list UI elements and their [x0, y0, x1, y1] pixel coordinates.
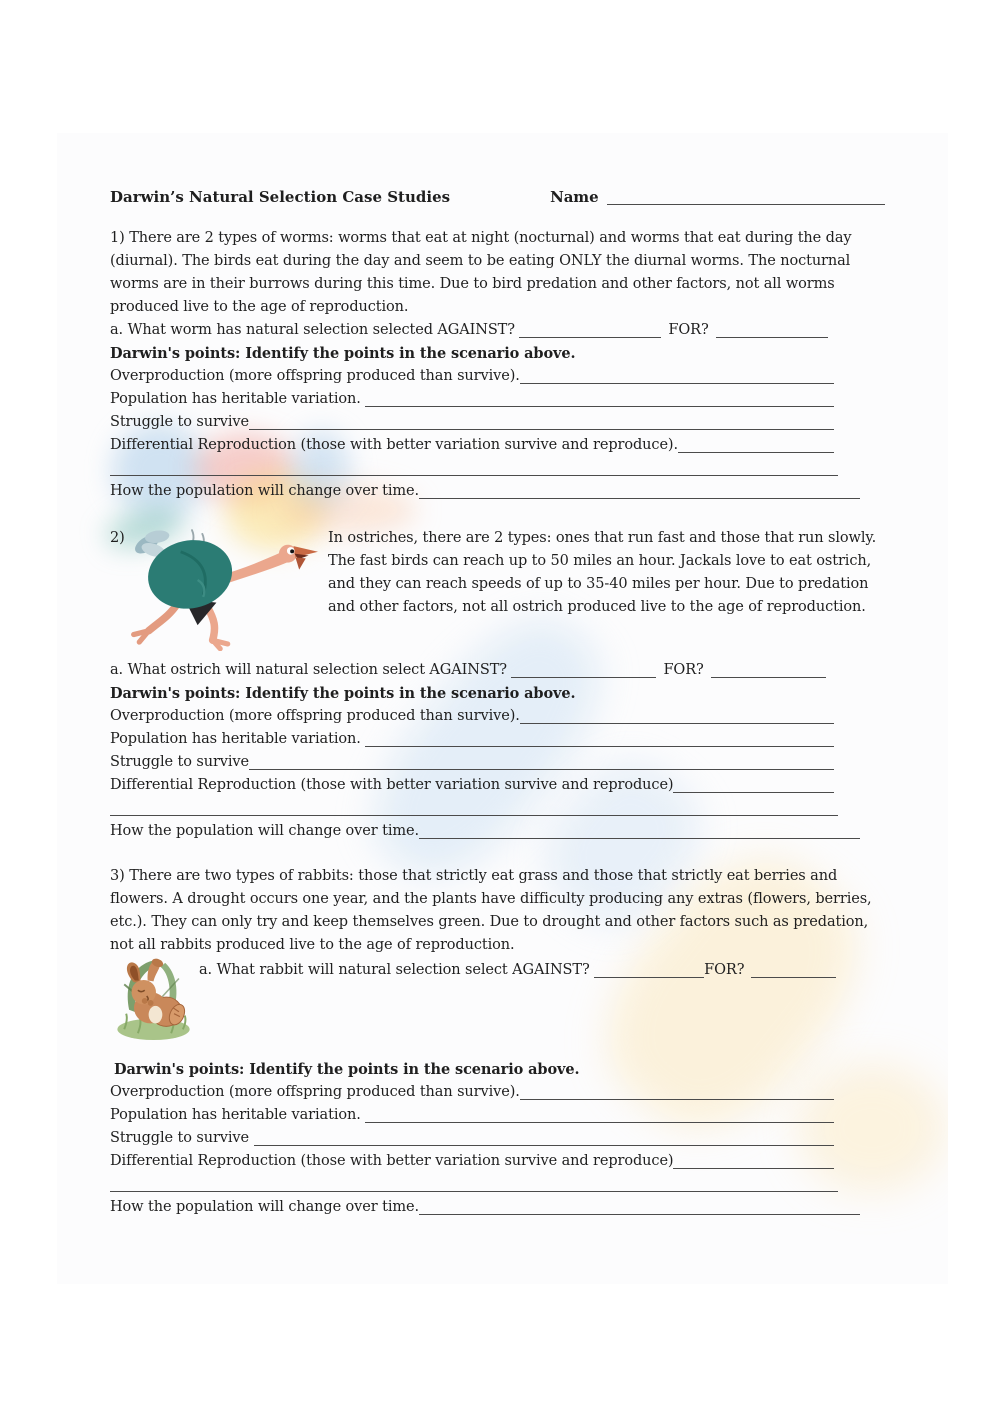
change-label: How the population will change over time.: [110, 1199, 420, 1215]
point-blank-line: [365, 406, 834, 407]
for-label: FOR?: [668, 322, 709, 338]
scenario-1-paragraph: 1) There are 2 types of worms: worms that eat at night (nocturnal) and worms that eat during the day (diurnal). The birds eat during the day and seem to be eating ONLY the diurnal worms. The nocturnal worms are in their burrows during this time. Due to bird predation and other factors, not all worms produced live to the age of reproduction.: [110, 230, 852, 315]
point-row: [110, 1104, 890, 1127]
scenario-2-paragraph: In ostriches, there are 2 types: ones that run fast and those that run slowly. The fast birds can reach up to 50 miles an hour. Jackals love to eat ostrich, and they can reach speeds of up to 35-40 miles per hour. Due to predation and other factors, not all ostrich produced live to the age of reproduction.: [328, 530, 877, 615]
point-row: [110, 774, 890, 797]
continuation-line: [110, 457, 890, 480]
change-row: [110, 1196, 890, 1219]
point-label: Differential Reproduction (those with better variation survive and reproduce): [110, 777, 674, 793]
question-3a-row: [199, 959, 890, 982]
change-label: How the population will change over time.: [110, 823, 420, 839]
change-blank-line: [419, 838, 860, 839]
worksheet-page: [57, 133, 948, 1284]
blank-line: [110, 815, 838, 816]
against-blank-line: [519, 337, 661, 338]
header-row: [110, 186, 890, 209]
point-blank-line: [673, 792, 834, 793]
point-row: [110, 434, 890, 457]
point-label: Population has heritable variation.: [110, 391, 366, 407]
point-label: Differential Reproduction (those with better variation survive and reproduce): [110, 1153, 674, 1169]
for-label: FOR?: [704, 962, 745, 978]
change-blank-line: [419, 1214, 860, 1215]
point-label: Struggle to survive: [110, 1130, 254, 1146]
ostrich-illustration: [128, 525, 320, 659]
points-header-1: Darwin's points: Identify the points in the scenario above.: [110, 345, 576, 362]
point-blank-line: [673, 1168, 834, 1169]
continuation-line: [110, 1173, 890, 1196]
page-title: Darwin’s Natural Selection Case Studies: [110, 188, 451, 206]
point-blank-line: [678, 452, 834, 453]
point-label: Overproduction (more offspring produced than survive).: [110, 708, 520, 724]
point-label: Population has heritable variation.: [110, 1107, 366, 1123]
question-3a-text: a. What rabbit will natural selection select AGAINST?: [199, 962, 595, 978]
scenario-3-question-block: [110, 957, 890, 1050]
for-blank-line: [716, 337, 828, 338]
point-label: Struggle to survive: [110, 754, 250, 770]
points-header-3: Darwin's points: Identify the points in the scenario above.: [114, 1061, 580, 1078]
point-label: Differential Reproduction (those with better variation survive and reproduce).: [110, 437, 678, 453]
point-row: [110, 1081, 890, 1104]
point-blank-line: [249, 769, 834, 770]
point-label: Overproduction (more offspring produced than survive).: [110, 1084, 520, 1100]
for-blank-line: [751, 977, 836, 978]
point-row: [110, 728, 890, 751]
points-header-2: Darwin's points: Identify the points in the scenario above.: [110, 685, 576, 702]
point-row: [110, 1127, 890, 1150]
section-2-number: 2): [110, 530, 125, 546]
name-blank-line: [607, 204, 885, 205]
rabbit-illustration: [113, 957, 199, 1050]
point-blank-line: [254, 1145, 834, 1146]
blank-line: [110, 1191, 838, 1192]
against-blank-line: [594, 977, 704, 978]
point-blank-line: [520, 723, 834, 724]
point-label: Population has heritable variation.: [110, 731, 366, 747]
point-row: [110, 365, 890, 388]
point-label: Struggle to survive: [110, 414, 250, 430]
point-blank-line: [249, 429, 834, 430]
change-blank-line: [419, 498, 860, 499]
point-row: [110, 411, 890, 434]
point-row: [110, 705, 890, 728]
scenario-2-block: [110, 527, 890, 659]
point-row: [110, 388, 890, 411]
question-2a-text: a. What ostrich will natural selection select AGAINST?: [110, 662, 512, 678]
for-label: FOR?: [663, 662, 704, 678]
question-1a-text: a. What worm has natural selection selected AGAINST?: [110, 322, 520, 338]
scenario-3-paragraph: 3) There are two types of rabbits: those that strictly eat grass and those that strictly eat berries and flowers. A drought occurs one year, and the plants have difficulty producing any extras (flowers, berries, etc.). They can only try and keep themselves green. Due to drought and other factors such as predation, not all rabbits produced live to the age of reproduction.: [110, 868, 872, 953]
point-row: [110, 1150, 890, 1173]
point-label: Overproduction (more offspring produced than survive).: [110, 368, 520, 384]
point-blank-line: [365, 746, 834, 747]
for-blank-line: [711, 677, 826, 678]
change-label: How the population will change over time.: [110, 483, 420, 499]
question-2a-row: [110, 659, 890, 682]
name-label: Name: [550, 188, 599, 206]
change-row: [110, 820, 890, 843]
point-blank-line: [520, 1099, 834, 1100]
against-blank-line: [511, 677, 656, 678]
point-row: [110, 751, 890, 774]
question-1a-row: [110, 319, 890, 342]
point-blank-line: [520, 383, 834, 384]
continuation-line: [110, 797, 890, 820]
blank-line: [110, 475, 838, 476]
point-blank-line: [365, 1122, 834, 1123]
change-row: [110, 480, 890, 503]
